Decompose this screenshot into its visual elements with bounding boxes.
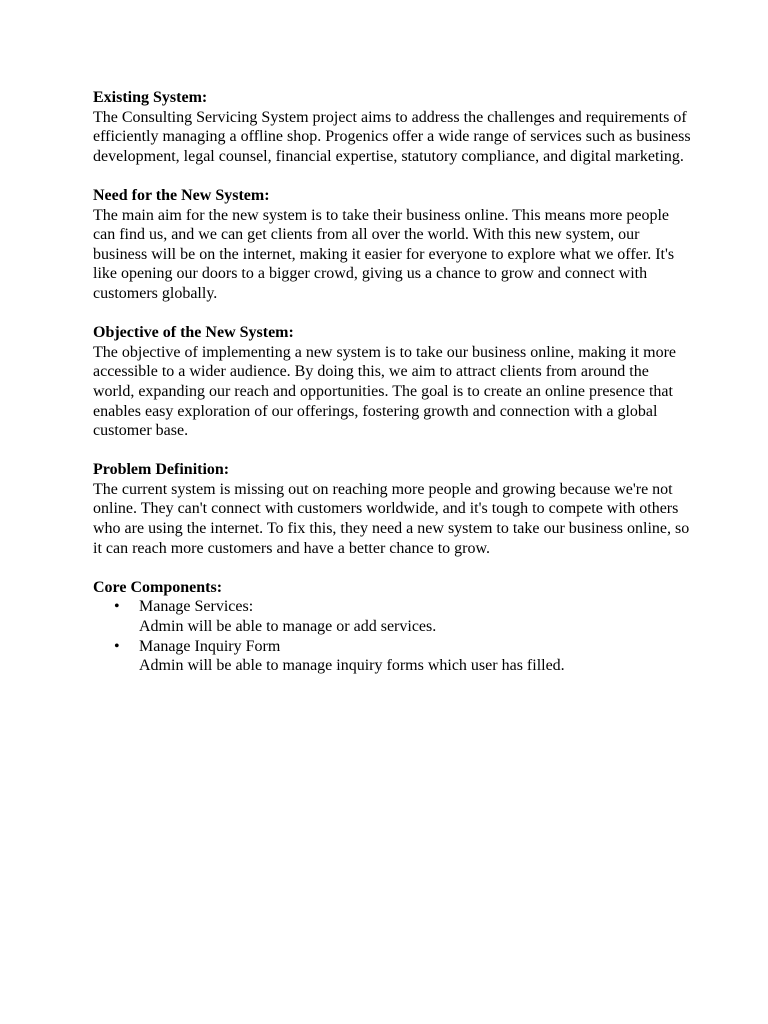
- section-need-for-new-system: [93, 186, 693, 304]
- section-heading: Core Components:: [93, 578, 223, 596]
- section-heading: Objective of the New System:: [93, 324, 294, 342]
- list-item: [93, 597, 693, 636]
- section-existing-system: [93, 88, 693, 166]
- section-objective: [93, 323, 693, 441]
- section-heading: Existing System:: [93, 89, 208, 106]
- list-item: [93, 637, 693, 676]
- section-body: The Consulting Servicing System project aims to address the challenges and requirements of efficiently managing a offline shop. Progenics offer a wide range of services such as business development, legal counsel, financial expertise, statutory compliance, and digital marketing.: [93, 108, 691, 165]
- section-core-components: [93, 578, 693, 676]
- list-item-title: Manage Inquiry Form: [139, 637, 281, 655]
- section-body: The objective of implementing a new system is to take our business online, making it more accessible to a wider audience. By doing this, we aim to attract clients from around the world, expanding our reach and opportunities. The goal is to create an online presence that enables easy exploration of our offerings, fostering growth and connection with a global customer base.: [93, 343, 676, 440]
- section-heading: Problem Definition:: [93, 461, 230, 479]
- list-item-description: Admin will be able to manage or add services.: [139, 618, 437, 636]
- section-heading: Need for the New System:: [93, 186, 270, 204]
- bullet-icon: •: [114, 637, 120, 655]
- section-body: The current system is missing out on reaching more people and growing because we're not online. They can't connect with customers worldwide, and it's tough to compete with others who are using the internet. To fix this, they need a new system to take our business online, so it can reach more customers and have a better chance to grow.: [93, 480, 690, 557]
- section-body: The main aim for the new system is to take their business online. This means more people can find us, and we can get clients from all over the world. With this new system, our business will be on the internet, making it easier for everyone to explore what we offer. It's like opening our doors to a bigger crowd, giving us a chance to grow and connect with customers globally.: [93, 206, 675, 302]
- core-components-list: [93, 597, 693, 675]
- list-item-description: Admin will be able to manage inquiry forms which user has filled.: [139, 657, 565, 675]
- document-content: [93, 88, 693, 695]
- section-problem-definition: [93, 460, 693, 558]
- list-item-title: Manage Services:: [139, 598, 254, 616]
- bullet-icon: •: [114, 598, 120, 616]
